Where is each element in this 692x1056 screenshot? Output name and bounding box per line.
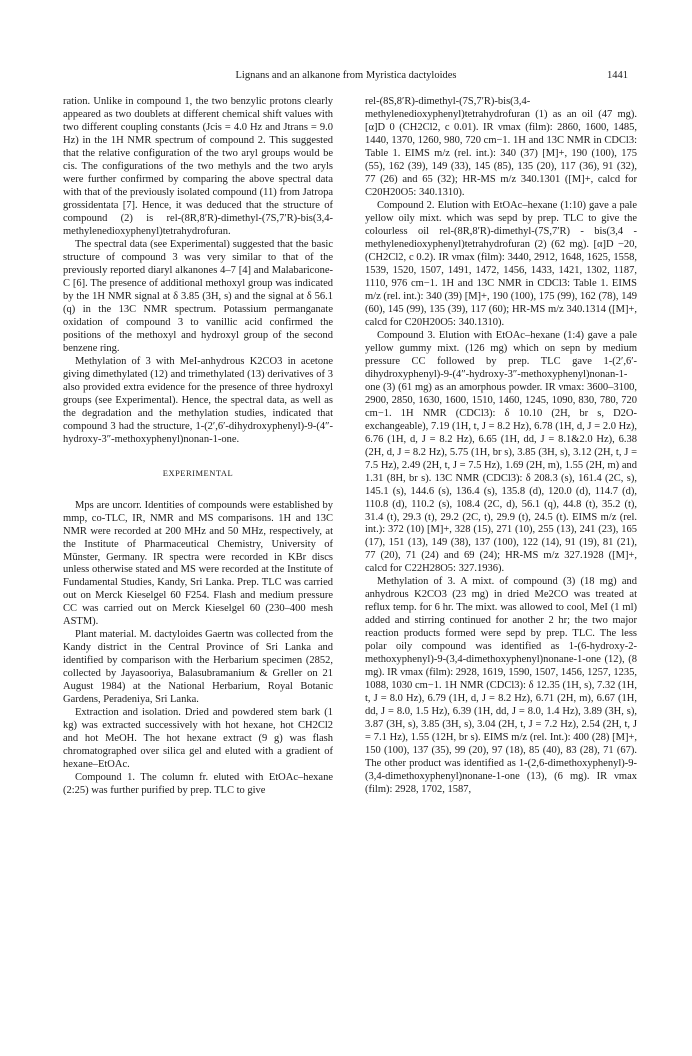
paragraph: Mps are uncorr. Identities of compounds were established by mmp, co-TLC, IR, NMR and MS comparisons. 1H and 13C NMR were recorded at 200 MHz and 50 MHz, respectively, at the Institute of Pharmaceutical Chemistry, University of Münster, Germany. IR spectra were recorded in KBr discs unless otherwise stated and MS were recorded at the Institute of Fundamental Studies, Kandy, Sri Lanka. Prep. TLC was carried out on Merck Kieselgel 60 F254. Flash and medium pressure CC was carried out on Merck Kieselgel 60 (230–400 mesh ASTM). — [63, 499, 333, 628]
section-heading: EXPERIMENTAL — [162, 467, 234, 478]
paragraph: rel-(8S,8′R)-dimethyl-(7S,7′R)-bis(3,4-methylenedioxyphenyl)tetrahydrofuran (1) as an oil (47 mg). [α]D 0 (CH2Cl2, c 0.01). IR νmax (film): 2860, 1600, 1485, 1440, 1370, 1260, 980, 720 cm−1. 1H and 13C NMR in CDCl3: Table 1. EIMS m/z (rel. int.): 340 (37) [M]+, 190 (100), 175 (55), 162 (39), 149 (33), 145 (85), 135 (20), 117 (36), 91 (32), 77 (26) and 65 (32); HR-MS m/z 340.1301 ([M]+, calcd for C20H20O5: 340.1310). — [365, 96, 637, 198]
paragraph: Compound 1. The column fr. eluted with EtOAc–hexane (2:25) was further purified by prep. TLC to give — [63, 772, 333, 797]
paragraph: The spectral data (see Experimental) suggested that the basic structure of compound 3 was very similar to that of the previously reported diaryl alkanones 4–7 [4] and Malabaricone-C [6]. The presence of additional methoxyl group was indicated by the 1H NMR signal at δ 3.85 (3H, s) and the signal at δ 56.1 (q) in the 13C NMR spectrum. Potassium permanganate oxidation of compound 3 to vanillic acid confirmed the positions of the methoxyl and hydroxyl group of the second benzene ring. — [63, 238, 333, 354]
paragraph: ration. Unlike in compound 1, the two benzylic protons clearly appeared as two doublets at different chemical shift values with two different coupling constants (Jcis = 4.0 Hz and Jtrans = 9.0 Hz) in the 1H NMR spectrum of compound 2. This suggested that the relative configuration of the two aryl groups would be cis. The configurations of the two methyls and the two aryls were further confirmed by comparing the above spectral data with that of the previously isolated compound (11) from Jatropa grossidentata [7]. Hence, it was deduced that the structure of compound (2) is rel-(8R,8′R)-dimethyl-(7S,7′R)-bis(3,4-methylenedioxyphenyl)tetrahydrofuran. — [63, 96, 333, 237]
right-column — [365, 96, 637, 797]
page-number: 1441 — [607, 70, 628, 81]
paragraph: Plant material. M. dactyloides Gaertn was collected from the Kandy district in the Central Province of Sri Lanka and identified by comparison with the Herbarium specimen (2852, collected by Jayasooriya, Balasubramanium & Greller on 21 August 1984) at the National Herbarium, Royal Botanic Gardens, Peradeniya, Sri Lanka. — [63, 629, 333, 706]
paragraph: Compound 2. Elution with EtOAc–hexane (1:10) gave a pale yellow oily mixt. which was sepd by prep. TLC to give the colourless oil rel-(8R,8′R)-dimethyl-(7S,7′R) - bis(3,4 - methylenedioxyphenyl)tetrahydrofuran (2) (62 mg). [α]D −20, (CH2Cl2, c 0.2). IR νmax (film): 3440, 2912, 1648, 1625, 1558, 1539, 1520, 1507, 1491, 1472, 1456, 1433, 1421, 1302, 1187, 1110, 976 cm−1. 1H and 13C NMR in CDCl3: Table 1. EIMS m/z (rel. int.): 340 (39) [M]+, 190 (100), 175 (99), 162 (78), 149 (60), 145 (99), 135 (39), 117 (60); HR-MS m/z 340.1314 ([M]+, calcd for C20H20O5: 340.1310). — [365, 199, 637, 328]
running-header — [64, 70, 628, 84]
paragraph: Extraction and isolation. Dried and powdered stem bark (1 kg) was extracted successively with hot hexane, hot CH2Cl2 and hot MeOH. The hot hexane extract (9 g) was flash chromatographed over silica gel and eluted with a gradient of hexane–EtOAc. — [63, 707, 333, 771]
running-title: Lignans and an alkanone from Myristica dactyloides — [235, 70, 457, 81]
paragraph: Methylation of 3. A mixt. of compound (3) (18 mg) and anhydrous K2CO3 (23 mg) in dried Me2CO was treated at reflux temp. for 6 hr. The mixt. was allowed to cool, MeI (1 ml) added and stirring continued for another 2 hr; the two major reaction products formed were sepd by prep. TLC. The less polar oily compound was identified as 1-(6-hydroxy-2-methoxyphenyl)-9-(3,4-dimethoxyphenyl)nonane-1-one (12), (8 mg). IR νmax (film): 2928, 1619, 1590, 1507, 1456, 1257, 1235, 1088, 1030 cm−1. 1H NMR (CDCl3): δ 12.35 (1H, s), 7.32 (1H, t, J = 8.0 Hz), 6.79 (1H, d, J = 8.2 Hz), 6.71 (2H, m), 6.67 (1H, dd, J = 8.0, 1.5 Hz), 6.39 (1H, dd, J = 8.0, 1.4 Hz), 3.89 (3H, s), 3.87 (3H, s), 3.85 (3H, s), 3.04 (2H, t, J = 7.2 Hz), 2.54 (2H, t, J = 7.1 Hz), 1.55 (12H, br s). EIMS m/z (rel. Int.): 400 (28) [M]+, 150 (100), 137 (35), 99 (20), 97 (18), 85 (40), 83 (28), 71 (67). The other product was identified as 1-(2,6-dimethoxyphenyl)-9-(3,4-dimethoxyphenyl)nonane-1-one (13), (6 mg). IR νmax (film): 2928, 1702, 1587, — [365, 576, 637, 796]
paragraph: Compound 3. Elution with EtOAc–hexane (1:4) gave a pale yellow gummy mixt. (126 mg) which on sepn by medium pressure CC followed by prep. TLC gave 1-(2′,6′-dihydroxyphenyl)-9-(4″-hydroxy-3″-methoxyphenyl)nonan-1-one (3) (61 mg) as an amorphous powder. IR νmax: 3600–3100, 2900, 2850, 1630, 1600, 1510, 1460, 1245, 1090, 830, 780, 720 cm−1. 1H NMR (CDCl3): δ 10.10 (2H, br s, D2O-exchangeable), 7.19 (1H, t, J = 8.2 Hz), 6.78 (1H, d, J = 2.0 Hz), 6.76 (1H, d, J = 8.2 Hz), 6.65 (1H, dd, J = 8.1&2.0 Hz), 6.38 (2H, d, J = 8.2 Hz), 5.75 (1H, br s), 3.85 (3H, s), 3.12 (2H, t, J = 7.5 Hz), 2.49 (2H, t, J = 7.5 Hz), 1.69 (2H, m), 1.55 (2H, m) and 1.31 (8H, br s). 13C NMR (CDCl3): δ 208.3 (s), 161.4 (2C, s), 145.1 (s), 144.6 (s), 136.4 (s), 135.8 (d), 120.0 (d), 114.7 (d), 110.8 (d), 110.2 (s), 108.4 (2C, d), 56.1 (q), 44.8 (t), 35.2 (t), 31.4 (t), 29.3 (t), 29.2 (2C, t), 29.9 (t), 24.5 (t). EIMS m/z (rel. int.): 372 (10) [M]+, 328 (15), 271 (10), 255 (13), 241 (23), 165 (17), 151 (13), 149 (38), 137 (100), 122 (14), 91 (19), 81 (21), 77 (20), 71 (24) and 69 (24); HR-MS m/z 327.1928 ([M]+, calcd for C22H28O5: 327.1936). — [365, 329, 637, 575]
paragraph: Methylation of 3 with MeI-anhydrous K2CO3 in acetone giving dimethylated (12) and trimethylated (13) derivatives of 3 also provided extra evidence for the presence of three hydroxyl groups (see Experimental). Hence, the spectral data, as well as the degradation and the methylation studies, indicated that compound 3 had the structure, 1-(2′,6′-dihydroxyphenyl)-9-(4″-hydroxy-3″-methoxyphenyl)nonan-1-one. — [63, 355, 333, 445]
left-column — [63, 96, 333, 798]
